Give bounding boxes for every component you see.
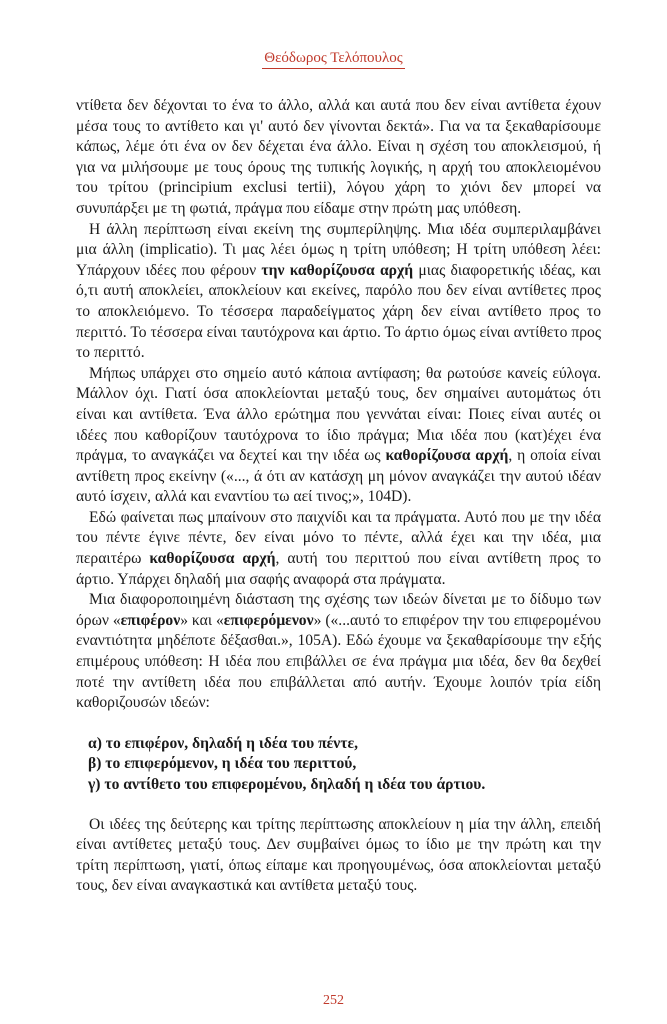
page-body xyxy=(76,96,601,897)
bold-term: την καθορίζουσα αρχή xyxy=(261,261,414,279)
list-item: α) το επιφέρον, δηλαδή η ιδέα του πέντε, xyxy=(88,734,359,752)
paragraph-3: Μήπως υπάρχει στο σημείο αυτό κάποια αντίφαση; θα ρωτούσε κανείς εύλογα. Μάλλον όχι. Γιατί όσα αποκλείονται μεταξύ τους, δεν σημαίνει αυτομάτως ότι είναι και αντίθετα. Ένα άλλο ερώτημα που γεννάται είναι: Ποιες είναι αυτές οι ιδέες που καθορίζουν ταυτόχρονα το ίδιο πράγμα; Μια ιδέα που (κατ)έχει ένα πράγμα, το αναγκάζει να δεχτεί και την ιδέα ως καθορίζουσα αρχή, η οποία είναι αντίθετη προς εκείνην («..., ά ότι αν κατάσχη μη μόνον αναγκάζει την αυτού ιδέαν αυτό ίσχειν, αλλά και εναντίου τω αεί τινος;», 104D). xyxy=(76,364,601,506)
page-number: 252 xyxy=(323,993,344,1008)
paragraph-5: Μια διαφοροποιημένη διάσταση της σχέσης των ιδεών δίνεται με το δίδυμο των όρων «επιφέρον» και «επιφερόμενον» («...αυτό το επιφέρον την του επιφερομένου εναντιότητα μηδέποτε δέξασθαι.», 105A). Εδώ έχουμε να ξεκαθαρίσουμε την εξής επιμέρους υπόθεση: Η ιδέα που επιβάλλει σε ένα πράγμα μια ιδέα, δεν θα δεχθεί ποτέ την αντίθετη ιδέα που επιβάλλεται από αυτήν. Έχουμε λοιπόν τρία είδη καθοριζουσών ιδεών: xyxy=(76,591,601,712)
running-header xyxy=(0,50,667,69)
paragraph-6: Οι ιδέες της δεύτερης και τρίτης περίπτωσης αποκλείουν η μία την άλλη, επειδή είναι αντίθετες μεταξύ τους. Δεν συμβαίνει όμως το ίδιο με την πρώτη και την τρίτη περίπτωση, γιατί, όπως είπαμε και προηγουμένως, όσα αποκλείονται μεταξύ τους, δεν είναι αναγκαστικά και αντίθετα μεταξύ τους. xyxy=(76,815,601,895)
list-item: γ) το αντίθετο του επιφερομένου, δηλαδή η ιδέα του άρτιου. xyxy=(88,776,486,793)
list-item: β) το επιφερόμενον, η ιδέα του περιττού, xyxy=(88,755,357,773)
bold-term: επιφερόμενον xyxy=(223,611,314,629)
bold-term: καθορίζουσα αρχή xyxy=(149,550,276,568)
bold-term: επιφέρον xyxy=(120,611,181,629)
bold-term: καθορίζουσα αρχή xyxy=(385,447,509,465)
paragraph-1: ντίθετα δεν δέχονται το ένα το άλλο, αλλά και αυτά που δεν είναι αντίθετα έχουν μέσα τους το αντίθετο και γι' αυτό δεν γίνονται δεκτά». Για να τα ξεκαθαρίσουμε κάπως, λέμε ότι ένα ον δεν δέχεται ένα άλλο. Είναι η σχέση του αποκλεισμού, ή για να μιλήσουμε με τους όρους της τυπικής λογικής, η αρχή του αποκλειομένου του τρίτου (principium exclusi tertii), λόγου χάρη το χιόνι δεν μπορεί να συνυπάρξει με τη φωτιά, πράγμα που είδαμε στην πρώτη μας υπόθεση. xyxy=(76,97,601,217)
paragraph-2: Η άλλη περίπτωση είναι εκείνη της συμπερίληψης. Μια ιδέα συμπεριλαμβάνει μια άλλη (implicatio). Τι μας λέει όμως η τρίτη υπόθεση; Η τρίτη υπόθεση λέει: Υπάρχουν ιδέες που φέρουν την καθορίζουσα αρχή μιας διαφορετικής ιδέας, και ό,τι αυτή αποκλείει, αποκλείουν και εκείνες, παρόλο που δεν είναι αντίθετες προς το αποκλειόμενο. Το τέσσερα παραδείγματος χάρη δεν είναι αντίθετο προς το περιττό. Το τέσσερα είναι ταυτόχρονα και άρτιο. Το άρτιο όμως είναι αντίθετο προς το περιττό. xyxy=(76,220,601,362)
enumerated-list xyxy=(88,734,601,796)
paragraph-4: Εδώ φαίνεται πως μπαίνουν στο παιχνίδι και τα πράγματα. Αυτό που με την ιδέα του πέντε έγινε πέντε, δεν είναι μόνο το πέντε, αλλά έχει και την ιδέα, μια περαιτέρω καθορίζουσα αρχή, αυτή του περιττού που είναι αντίθετη προς το άρτιο. Υπάρχει δηλαδή μια σαφής αναφορά στα πράγματα. xyxy=(76,508,602,588)
header-title: Θεόδωρος Τελόπουλος xyxy=(262,50,404,69)
